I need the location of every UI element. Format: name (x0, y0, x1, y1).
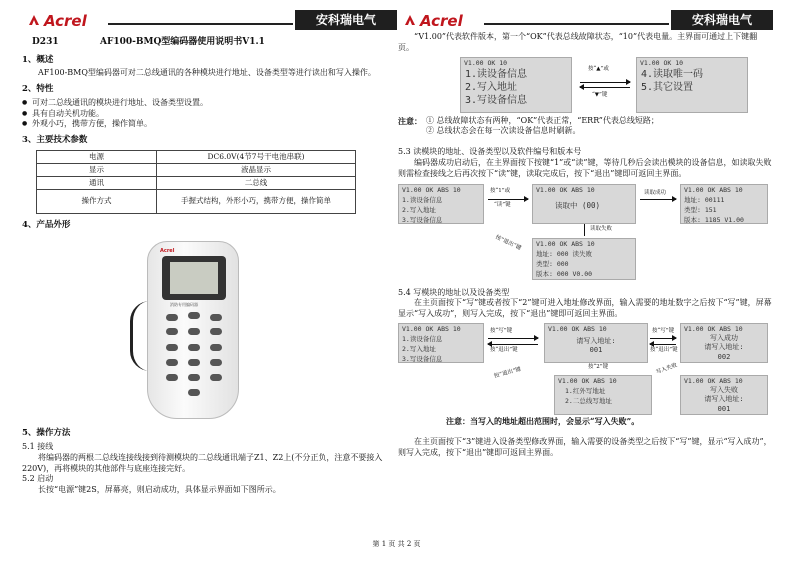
arrow-label: 按“写”键 (652, 327, 675, 334)
feature-item: ● 外观小巧，携带方便，操作简单。 (22, 119, 397, 130)
brand-banner: 安科瑞电气 (671, 10, 773, 30)
subsection-start-body: 长按“电源”键2S，屏幕亮，则启动成功，具体显示界面如下图所示。 (38, 485, 281, 495)
subsection-start-title: 5.2 启动 (22, 474, 54, 484)
lcd-item: 3.写设备信息 (402, 215, 443, 224)
lcd-item: 5.其它设置 (641, 81, 694, 93)
lcd-line: 请写入地址: (704, 395, 744, 404)
acrel-logo-icon (28, 14, 40, 26)
logo-text: Acrel (420, 12, 463, 30)
device-key (166, 359, 178, 366)
arrow-label: 读取成功 (644, 189, 667, 196)
doc-title-line (22, 34, 397, 50)
lcd-read-success (680, 184, 768, 224)
device-label: 消防专用编码器 (170, 302, 198, 308)
device-key (210, 374, 222, 381)
section-shape-title: 4、产品外形 (22, 219, 71, 230)
lcd-item: 1.红外写地址 (565, 386, 606, 395)
left-column (22, 8, 397, 496)
header-rule (484, 23, 669, 25)
lcd-status: V1.00 OK 10 (640, 58, 684, 67)
section-54-body: 在主页面按下“写”键或者按下“2”键可进入地址修改界面，输入需要的地址数字之后按下“写”键，屏幕显示“写入成功”，则写入完成，按下“退出”键即可返回主界面。 (398, 298, 772, 319)
lcd-item: 2.二总线写地址 (565, 396, 612, 405)
device-key (188, 328, 200, 335)
lcd-status: V1.00 OK ABS 10 (536, 185, 595, 194)
section-overview-body: AF100-BMQ型编码器可对二总线通讯的各种模块进行地址、设备类型等进行读出和写入操作。 (38, 68, 376, 78)
lcd-line: 版本: 1185 V1.00 (684, 215, 744, 224)
page-header (22, 8, 397, 34)
section-53-title: 5.3 读模块的地址、设备类型以及软件编号和版本号 (398, 147, 582, 157)
lcd-line: 版本: 000 V0.00 (536, 269, 593, 278)
device-brand: Acrel (160, 248, 175, 255)
lcd-line: 001 (717, 404, 731, 413)
brand-banner: 安科瑞电气 (295, 10, 397, 30)
product-photo (22, 233, 397, 423)
table-row (37, 176, 356, 189)
page-header (398, 8, 773, 34)
arrow-label: 写入失败 (655, 362, 679, 376)
arrow-label: 按“2”键 (588, 363, 609, 370)
lcd-status: V1.00 OK ABS 10 (684, 376, 743, 385)
note-2: ② 总线状态会在每一次读设备信息时刷新。 (426, 126, 581, 136)
device-key (188, 312, 200, 319)
lcd-line: 002 (717, 352, 731, 361)
lcd-item: 2.写入地址 (402, 205, 436, 214)
arrow-label: 按“退出”键 (490, 346, 518, 353)
table-row (37, 189, 356, 213)
lcd-write-success (680, 323, 768, 363)
spec-key: 电源 (37, 150, 157, 163)
write-flow-diagram (398, 320, 773, 416)
lcd-item: 1.读设备信息 (402, 334, 443, 343)
section-operation-title: 5、操作方法 (22, 428, 71, 439)
spec-key: 显示 (37, 163, 157, 176)
lcd-write-menu (398, 323, 484, 363)
lcd-item: 3.写设备信息 (402, 354, 443, 363)
doc-number: D231 (32, 37, 59, 47)
acrel-logo-icon (404, 14, 416, 26)
arrow-label: 按“退出”键 (494, 234, 522, 252)
spec-value: 手握式结构，外形小巧，携带方便，操作简单 (157, 189, 356, 213)
lcd-write-sub (554, 375, 652, 415)
lcd-item: 2.写入地址 (402, 344, 436, 353)
lcd-line: 类型: 000 (536, 259, 569, 268)
device-key (188, 344, 200, 351)
lcd-item: 1.读设备信息 (465, 68, 528, 80)
main-menu-diagram (398, 54, 773, 116)
device-key (210, 314, 222, 321)
lcd-main-page1 (460, 57, 572, 113)
lcd-item: 2.写入地址 (465, 81, 518, 93)
arrow-left (650, 344, 676, 345)
arrow-label: “▼”键 (592, 91, 608, 98)
logo-text: Acrel (44, 12, 87, 30)
arrow-label: “读”键 (494, 201, 511, 208)
lcd-reading-text: 读取中 (00) (555, 200, 601, 210)
write-note: 注意：当写入的地址超出范围时，会显示“写入失败”。 (446, 415, 640, 426)
lcd-status: V1.00 OK ABS 10 (402, 185, 461, 194)
lcd-item: 4.读取唯一码 (641, 68, 704, 80)
arrow-right (650, 338, 676, 339)
table-row (37, 163, 356, 176)
lcd-status: V1.00 OK ABS 10 (684, 185, 743, 194)
device-key (166, 344, 178, 351)
arrow-label: 按“▲”或 (588, 65, 609, 72)
spec-key: 通讯 (37, 176, 157, 189)
section-54-title: 5.4 写模块的地址以及设备类型 (398, 287, 510, 297)
note-text: ① 总线故障状态有两种，“OK”代表正常，“ERR”代表总线短路； (426, 115, 659, 125)
arrow-right (488, 338, 538, 339)
device-key (210, 359, 222, 366)
lcd-item: 3.写设备信息 (465, 94, 528, 106)
arrow-label: 读取失败 (590, 225, 613, 232)
section-features-title: 2、特性 (22, 84, 54, 95)
lcd-status: V1.00 OK 10 (464, 58, 508, 67)
doc-title: AF100-BMQ型编码器使用说明书V1.1 (100, 37, 265, 47)
lcd-item: 1.读设备信息 (402, 195, 443, 204)
read-fail-diagram (398, 238, 773, 282)
feature-item: ● 可对二总线通讯的模块进行地址、设备类型设置。 (22, 98, 397, 109)
arrow-right (580, 82, 630, 83)
section-55-body: 在主页面按下“3”键进入设备类型修改界面，输入需要的设备类型之后按下“写”键，显示“写入成功”，则写入完成，按下“退出”键即可返回主界面。 (398, 436, 772, 457)
page-footer: 第 1 页 共 2 页 (372, 539, 421, 548)
lcd-line: 写入成功 (710, 333, 738, 342)
encoder-device-image (147, 241, 239, 419)
subsection-wiring-body: 将编码器的两根二总线连接线接到待测模块的二总线通讯端子Z1、Z2上(不分正负，注意不要接入220V)，再将模块的其他部件与底座连接完好。 (22, 452, 383, 473)
section-53-body: 编码器成功启动后，在主界面按下按键“1”或“读”键，等待几秒后会读出模块的设备信息，如读取失败则需检查接线之后再次按下“读”键，读取完成后，按下“退出”键即可返回主界面。 (398, 157, 772, 178)
lcd-status: V1.00 OK ABS 10 (548, 324, 607, 333)
lcd-read-fail (532, 238, 636, 280)
device-screen (162, 256, 226, 300)
intro-text: “V1.00”代表软件版本，第一个“OK”代表总线故障状态，“10”代表电量。主界面可通过上下键翻页。 (398, 32, 758, 52)
arrow-down (584, 224, 585, 236)
device-key (188, 359, 200, 366)
spec-value: 二总线 (157, 176, 356, 189)
subsection-wiring-title: 5.1 接线 (22, 441, 54, 451)
lcd-status: V1.00 OK ABS 10 (402, 324, 461, 333)
lcd-line: 类型: 151 (684, 205, 717, 214)
lcd-read-menu (398, 184, 484, 224)
note-label: 注意： (398, 115, 422, 126)
note-1 (398, 116, 773, 127)
device-key (188, 389, 200, 396)
arrow-label: 按“退出”键 (650, 346, 678, 353)
lcd-line: 请写入地址: (576, 336, 616, 345)
arrow-right (640, 199, 676, 200)
device-key (210, 344, 222, 351)
section-overview-title: 1、概述 (22, 55, 54, 65)
arrow-label: 按“退出”键 (493, 366, 522, 380)
arrow-label: 按“写”键 (490, 327, 513, 334)
lcd-main-page2 (636, 57, 748, 113)
lcd-status: V1.00 OK ABS 10 (558, 376, 617, 385)
spec-key: 操作方式 (37, 189, 157, 213)
spec-value: DC6.0V(4节7号干电池串联) (157, 150, 356, 163)
lcd-status: V1.00 OK ABS 10 (536, 239, 595, 248)
lcd-status: V1.00 OK ABS 10 (684, 324, 743, 333)
lcd-write-input (544, 323, 648, 363)
device-key (166, 328, 178, 335)
device-key (166, 374, 178, 381)
lcd-line: 地址: 00111 (684, 195, 725, 204)
device-key (188, 374, 200, 381)
arrow-right (488, 199, 528, 200)
arrow-left (580, 87, 630, 88)
table-row (37, 150, 356, 163)
arrow-label: 按“1”或 (490, 187, 511, 194)
arrow-left (488, 344, 538, 345)
section-spec-title: 3、主要技术参数 (22, 135, 88, 146)
lcd-write-fail (680, 375, 768, 415)
right-column (398, 8, 773, 458)
lcd-line: 请写入地址: (704, 343, 744, 352)
lcd-line: 001 (589, 346, 603, 355)
spec-table (36, 150, 356, 214)
feature-item: ● 具有自动关机功能。 (22, 109, 397, 120)
lcd-reading (532, 184, 636, 224)
header-rule (108, 23, 293, 25)
lcd-line: 写入失败 (710, 385, 738, 394)
lcd-line: 地址: 000 读失败 (536, 249, 592, 258)
device-key (210, 328, 222, 335)
spec-value: 液晶显示 (157, 163, 356, 176)
device-key (166, 314, 178, 321)
